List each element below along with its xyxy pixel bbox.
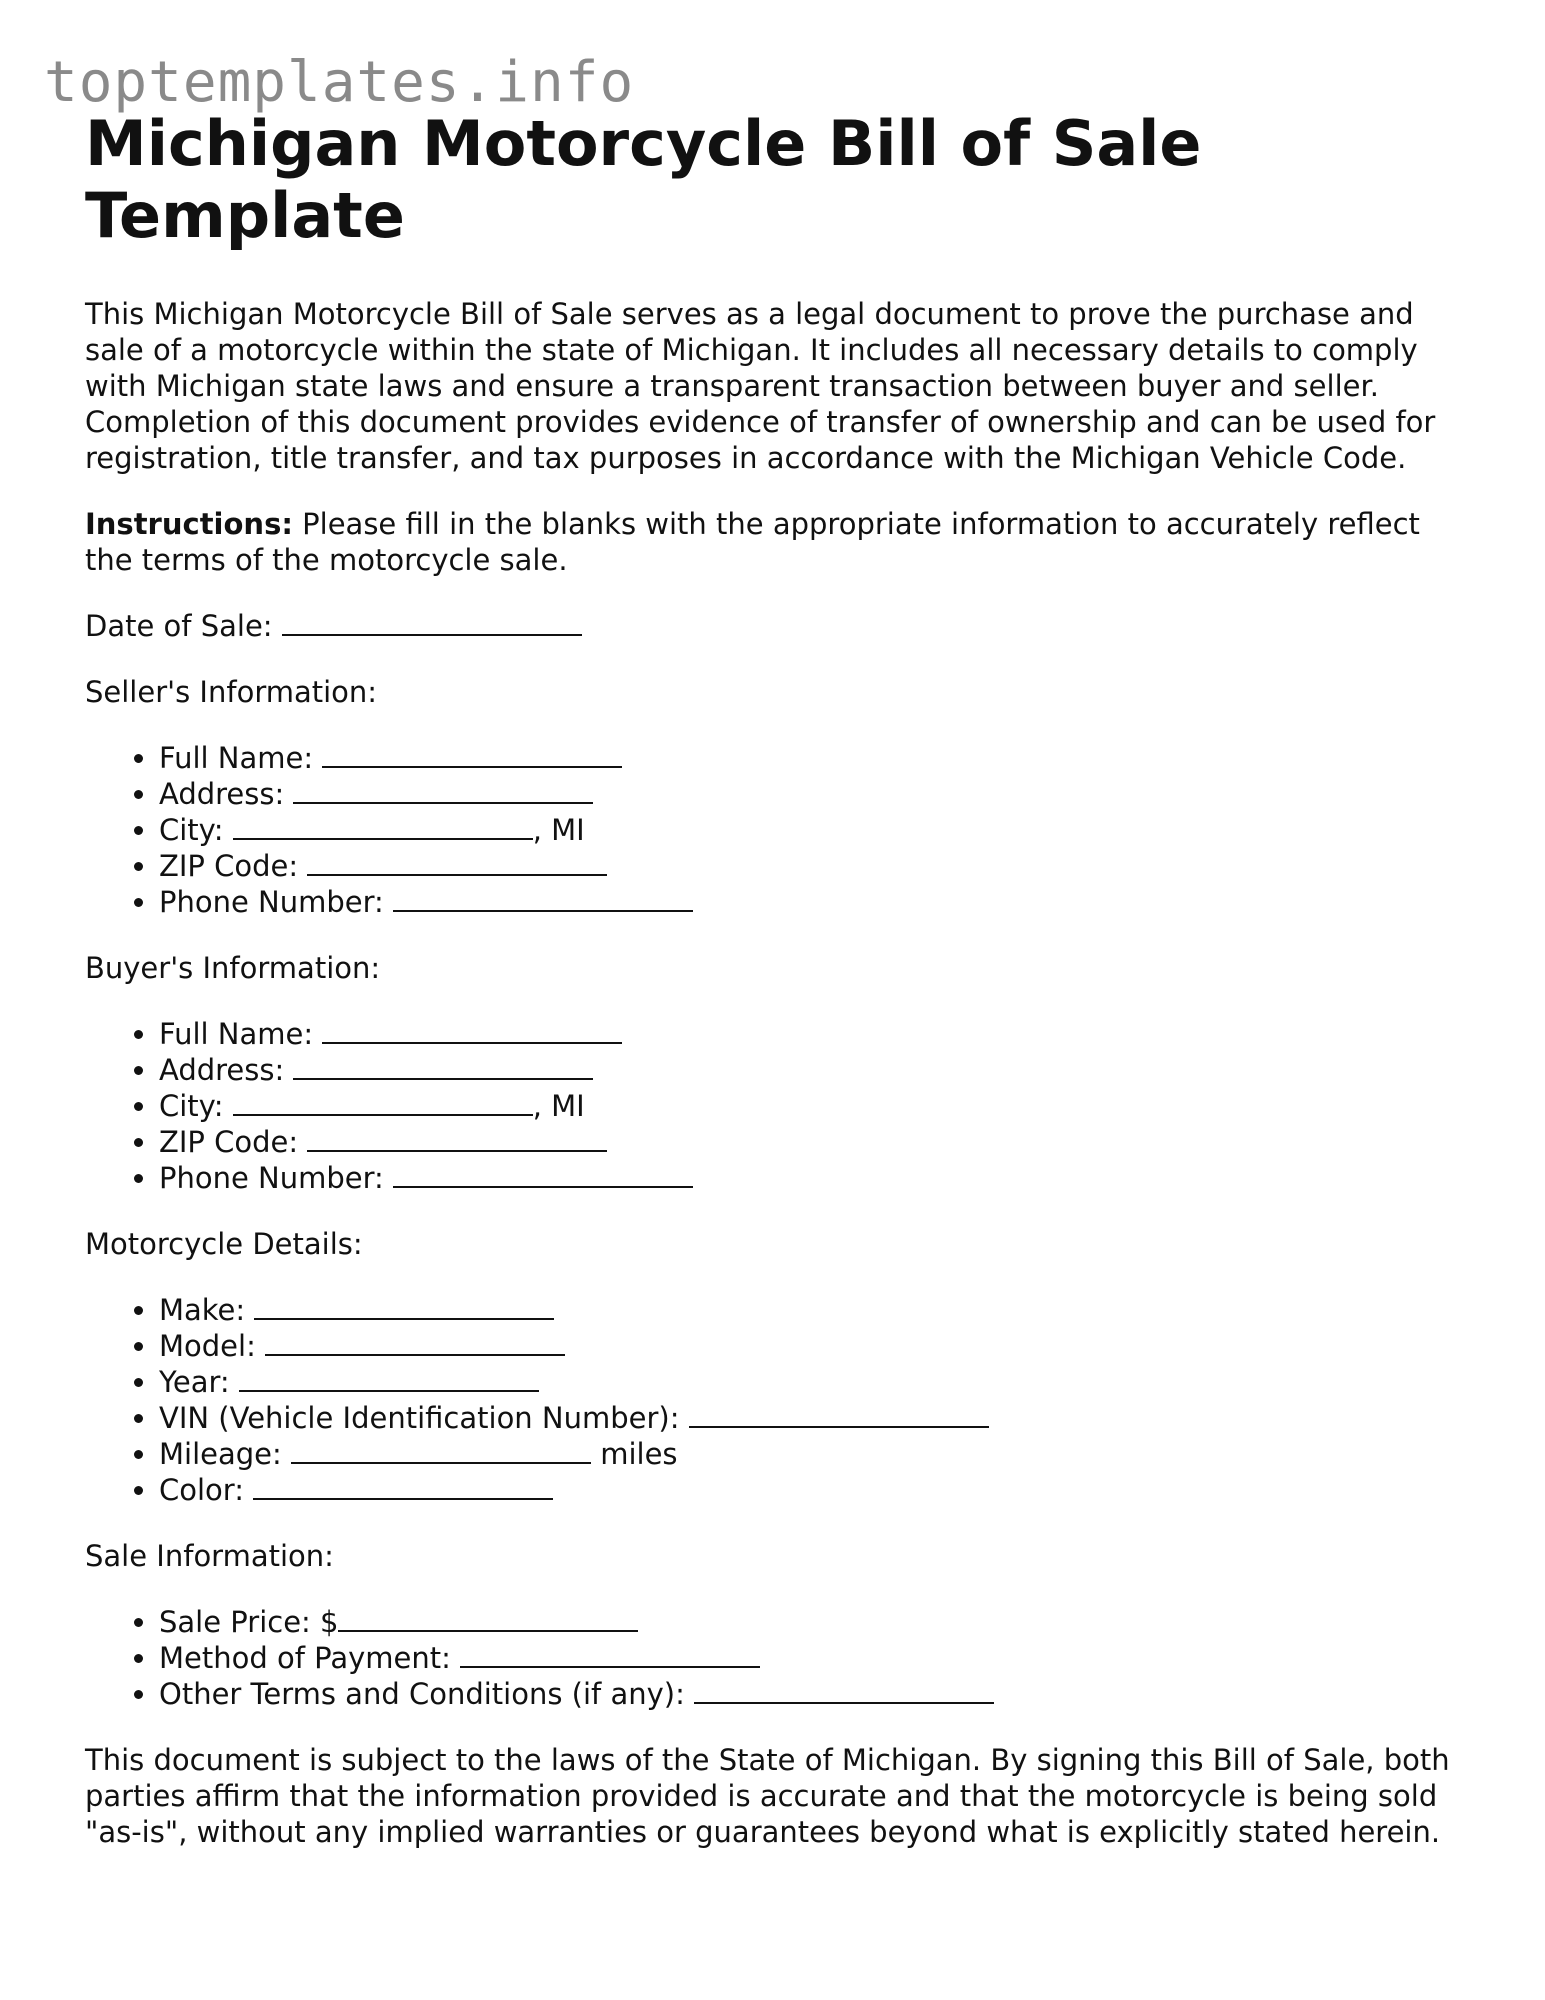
seller-full-name-label: Full Name:: [159, 741, 323, 775]
list-item: [159, 812, 1475, 848]
payment-method-label: Method of Payment:: [159, 1641, 461, 1675]
seller-address-blank[interactable]: [293, 776, 593, 804]
vin-label: VIN (Vehicle Identification Number):: [159, 1401, 689, 1435]
seller-city-blank[interactable]: [233, 812, 533, 840]
mileage-suffix: miles: [591, 1437, 678, 1471]
list-item: [159, 1640, 1475, 1676]
sale-list: [85, 1604, 1475, 1712]
seller-state-suffix: , MI: [532, 813, 585, 847]
buyer-list: [85, 1016, 1475, 1196]
color-label: Color:: [159, 1473, 254, 1507]
buyer-state-suffix: , MI: [532, 1089, 585, 1123]
sale-price-blank[interactable]: [338, 1604, 638, 1632]
other-terms-label: Other Terms and Conditions (if any):: [159, 1677, 695, 1711]
vin-blank[interactable]: [689, 1400, 989, 1428]
seller-zip-label: ZIP Code:: [159, 849, 308, 883]
list-item: [159, 1160, 1475, 1196]
watermark: toptemplates.info: [44, 50, 635, 115]
buyer-zip-label: ZIP Code:: [159, 1125, 308, 1159]
motorcycle-list: [85, 1292, 1475, 1508]
seller-full-name-blank[interactable]: [322, 740, 622, 768]
buyer-city-blank[interactable]: [233, 1088, 533, 1116]
list-item: [159, 1124, 1475, 1160]
list-item: [159, 1436, 1475, 1472]
buyer-full-name-label: Full Name:: [159, 1017, 323, 1051]
mileage-label: Mileage:: [159, 1437, 291, 1471]
instructions-text: Please fill in the blanks with the appropriate information to accurately reflect the terms of the motorcycle sale.: [85, 507, 1420, 577]
list-item: [159, 1328, 1475, 1364]
date-of-sale-line: [85, 608, 1475, 644]
list-item: [159, 1604, 1475, 1640]
page-title: Michigan Motorcycle Bill of Sale Template: [85, 107, 1202, 252]
seller-city-label: City:: [159, 813, 233, 847]
document-body: [85, 108, 1475, 1850]
list-item: [159, 848, 1475, 884]
sale-heading: Sale Information:: [85, 1539, 334, 1573]
make-blank[interactable]: [254, 1292, 554, 1320]
seller-list: [85, 740, 1475, 920]
list-item: [159, 884, 1475, 920]
make-label: Make:: [159, 1293, 255, 1327]
buyer-zip-blank[interactable]: [307, 1124, 607, 1152]
list-item: [159, 1400, 1475, 1436]
model-blank[interactable]: [265, 1328, 565, 1356]
instructions-label: Instructions:: [85, 507, 293, 541]
list-item: [159, 1676, 1475, 1712]
list-item: [159, 1292, 1475, 1328]
seller-phone-label: Phone Number:: [159, 885, 394, 919]
sale-price-label: Sale Price: $: [159, 1605, 339, 1639]
model-label: Model:: [159, 1329, 266, 1363]
closing-paragraph: This document is subject to the laws of the State of Michigan. By signing this Bill of Sale, both parties affirm that the information provided is accurate and that the motorcycle is being sold "as-is", without any implied warranties or guarantees beyond what is explicitly stated herein.: [85, 1743, 1450, 1849]
buyer-city-label: City:: [159, 1089, 233, 1123]
seller-phone-blank[interactable]: [393, 884, 693, 912]
other-terms-blank[interactable]: [694, 1676, 994, 1704]
payment-method-blank[interactable]: [460, 1640, 760, 1668]
buyer-address-blank[interactable]: [293, 1052, 593, 1080]
seller-heading: Seller's Information:: [85, 675, 378, 709]
buyer-full-name-blank[interactable]: [322, 1016, 622, 1044]
list-item: [159, 740, 1475, 776]
list-item: [159, 1016, 1475, 1052]
year-blank[interactable]: [239, 1364, 539, 1392]
list-item: [159, 1364, 1475, 1400]
buyer-heading: Buyer's Information:: [85, 951, 381, 985]
list-item: [159, 1052, 1475, 1088]
buyer-address-label: Address:: [159, 1053, 294, 1087]
list-item: [159, 776, 1475, 812]
date-of-sale-label: Date of Sale:: [85, 609, 282, 643]
list-item: [159, 1472, 1475, 1508]
seller-zip-blank[interactable]: [307, 848, 607, 876]
intro-paragraph: This Michigan Motorcycle Bill of Sale serves as a legal document to prove the purchase and sale of a motorcycle within the state of Michigan. It includes all necessary details to comply with Michigan state laws and ensure a transparent transaction between buyer and seller. Completion of this document provides evidence of transfer of ownership and can be used for registration, title transfer, and tax purposes in accordance with the Michigan Vehicle Code.: [85, 297, 1436, 475]
buyer-phone-blank[interactable]: [393, 1160, 693, 1188]
mileage-blank[interactable]: [291, 1436, 591, 1464]
buyer-phone-label: Phone Number:: [159, 1161, 394, 1195]
motorcycle-heading: Motorcycle Details:: [85, 1227, 363, 1261]
seller-address-label: Address:: [159, 777, 294, 811]
color-blank[interactable]: [253, 1472, 553, 1500]
date-of-sale-blank[interactable]: [282, 608, 582, 636]
instructions-paragraph: [85, 506, 1475, 578]
list-item: [159, 1088, 1475, 1124]
year-label: Year:: [159, 1365, 239, 1399]
